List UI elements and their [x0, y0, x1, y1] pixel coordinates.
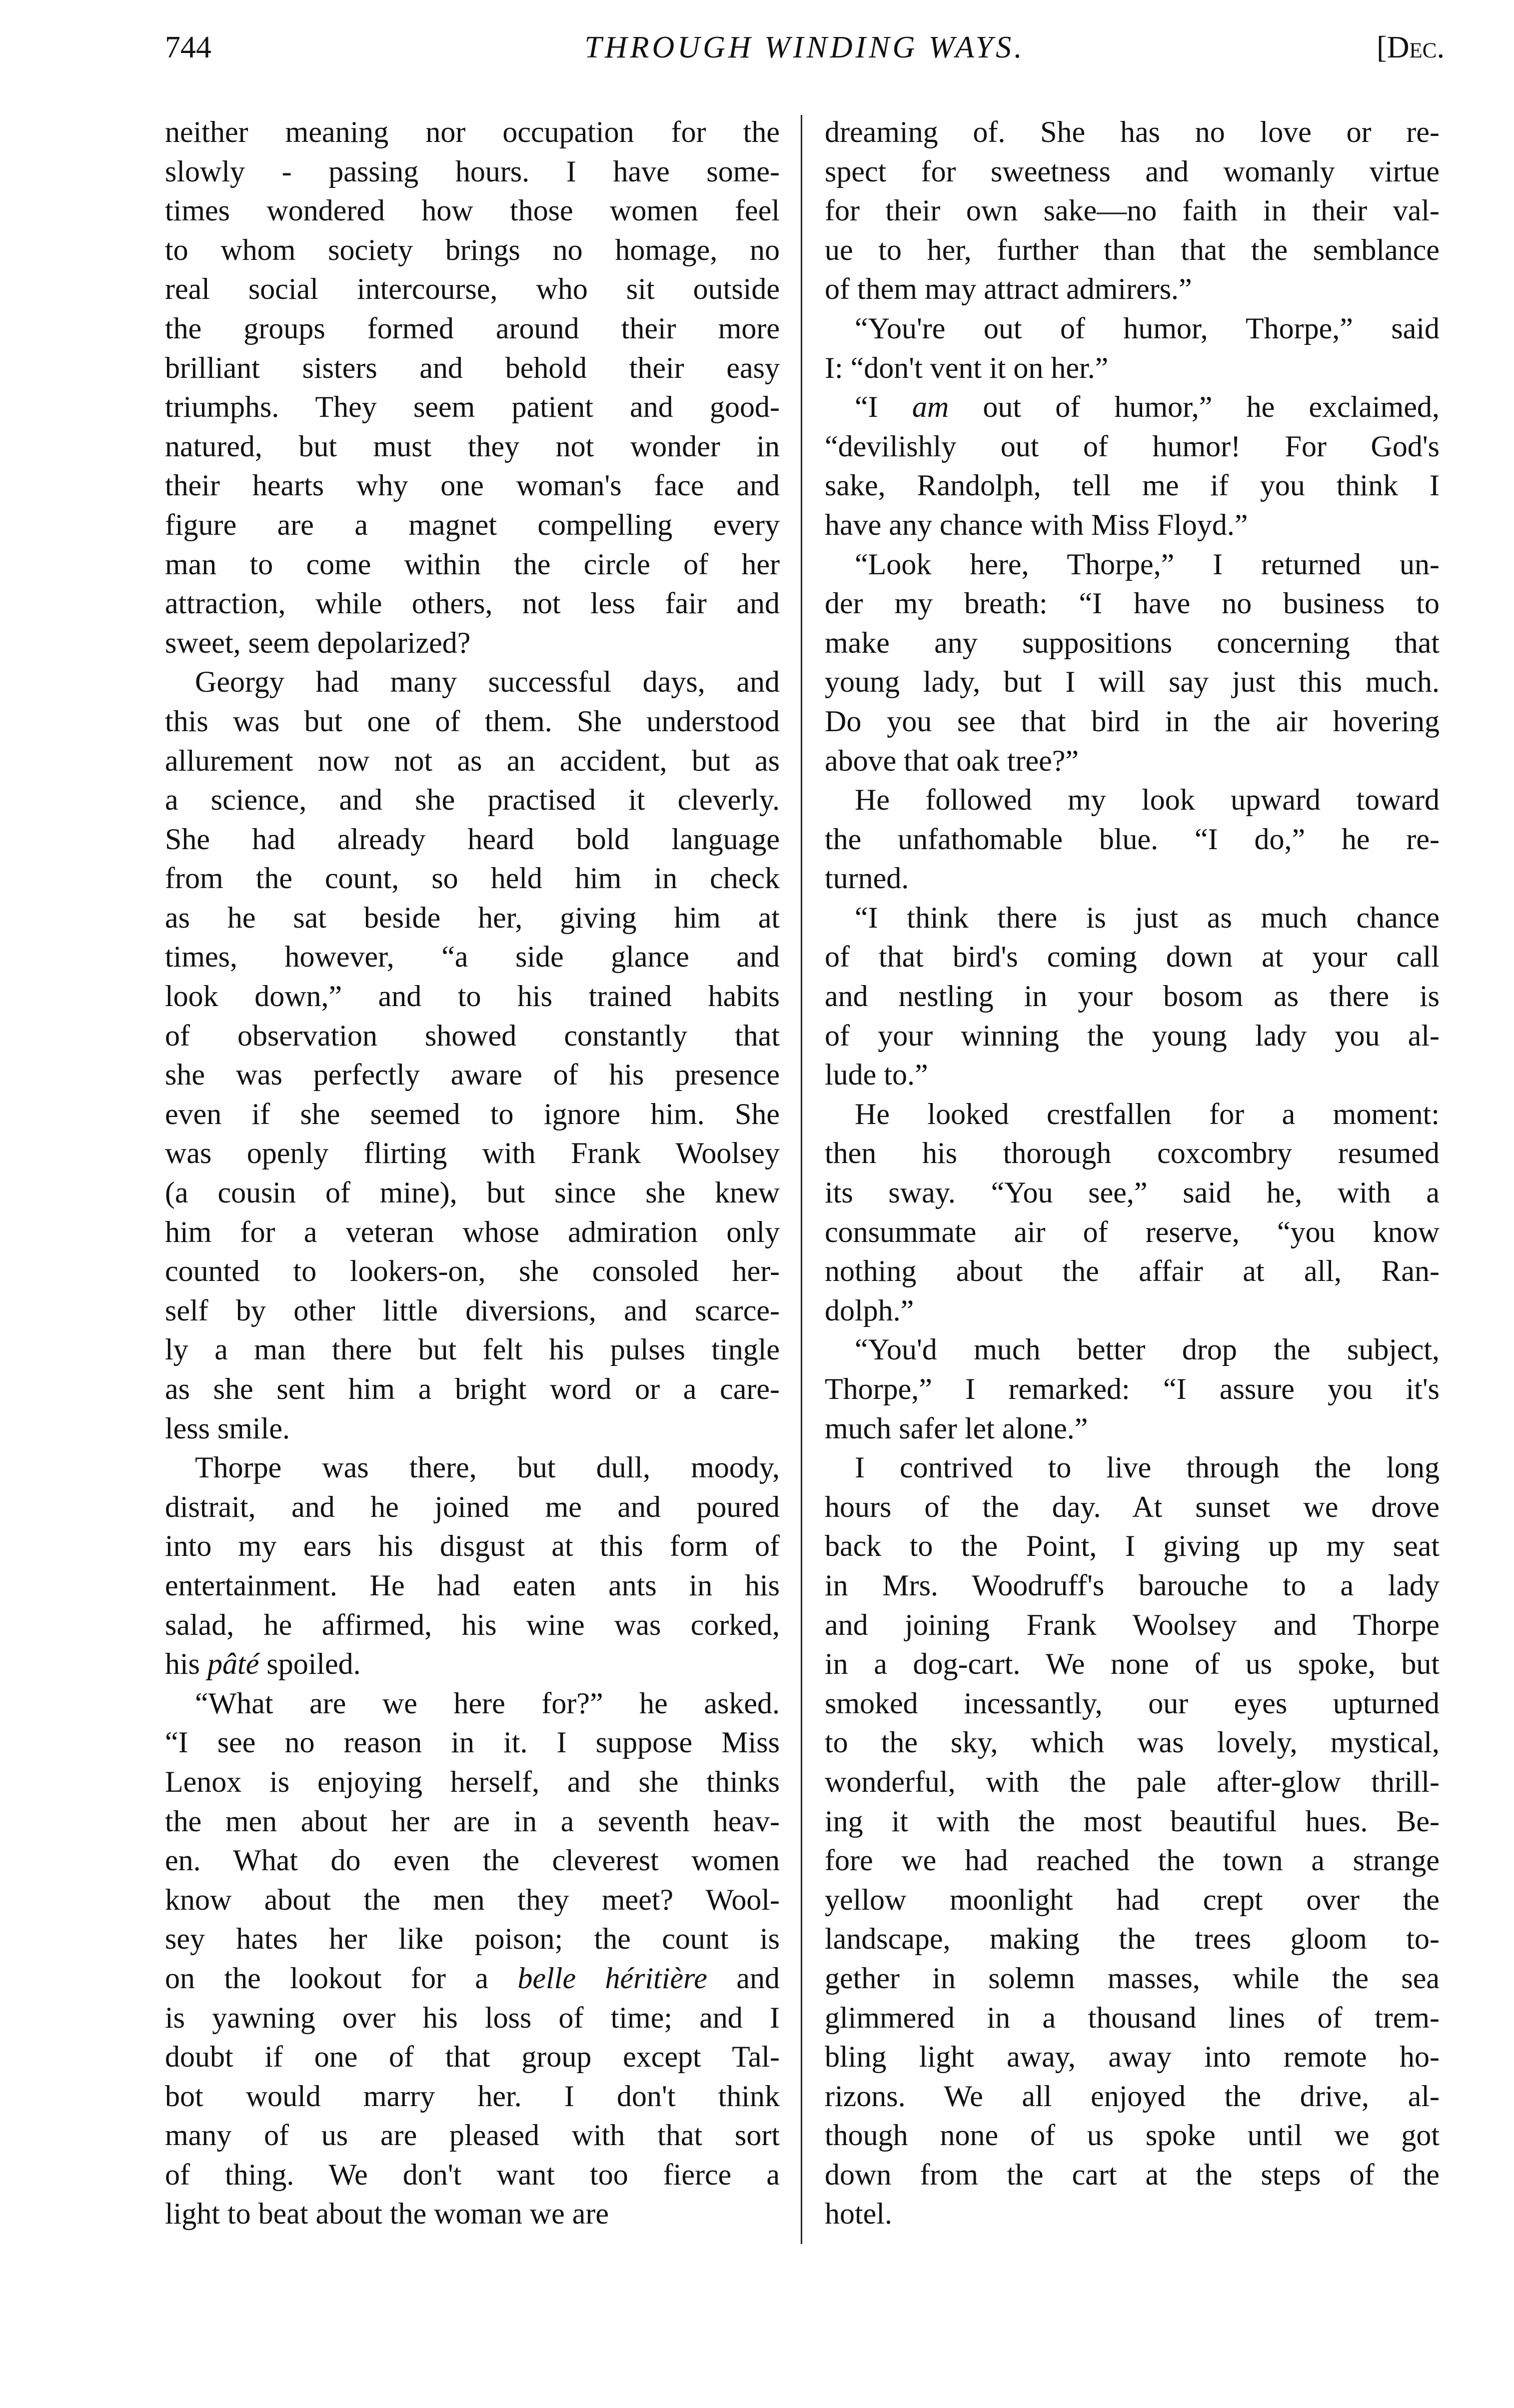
text-line: figure are a magnet compelling every: [165, 508, 780, 541]
text-line: “You're out of humor, Thorpe,” said: [855, 311, 1440, 345]
text-line: der my breath: “I have no business to: [825, 587, 1440, 620]
text-line: lude to.”: [825, 1058, 928, 1092]
text-line: neither meaning nor occupation for the: [165, 115, 780, 148]
text-line: much safer let alone.”: [825, 1411, 1088, 1445]
text-run: spoiled.: [259, 1647, 361, 1681]
text-line: wonderful, with the pale after-glow thrill-: [825, 1765, 1440, 1798]
text-line: “I see no reason in it. I suppose Miss: [165, 1726, 780, 1759]
text-line: en. What do even the cleverest women: [165, 1844, 780, 1877]
text-line: ue to her, further than that the semblance: [825, 233, 1440, 266]
text-line: sey hates her like poison; the count is: [165, 1922, 780, 1956]
text-line: She had already heard bold language: [165, 822, 780, 856]
text-line: make any suppositions concerning that: [825, 626, 1440, 659]
text-line: in Mrs. Woodruff's barouche to a lady: [825, 1568, 1440, 1602]
running-title: THROUGH WINDING WAYS.: [584, 30, 1025, 64]
text-line: turned.: [825, 862, 909, 895]
text-line: “You'd much better drop the subject,: [855, 1333, 1440, 1366]
text-line: light to beat about the woman we are: [165, 2197, 609, 2231]
text-line: of them may attract admirers.”: [825, 272, 1192, 306]
text-line: landscape, making the trees gloom to-: [825, 1922, 1440, 1956]
text-line: dreaming of. She has no love or re-: [825, 115, 1440, 148]
text-run: his: [165, 1647, 208, 1681]
text-line: this was but one of them. She understood: [165, 704, 780, 738]
text-line: ly a man there but felt his pulses tingle: [165, 1333, 780, 1366]
text-line: hotel.: [825, 2197, 892, 2231]
text-line: Lenox is enjoying herself, and she thinks: [165, 1765, 780, 1798]
text-line: sake, Randolph, tell me if you think I: [825, 469, 1440, 502]
text-line: real social intercourse, who sit outside: [165, 272, 780, 306]
text-line: (a cousin of mine), but since she knew: [165, 1176, 780, 1209]
text-line: the groups formed around their more: [165, 311, 780, 345]
text-line: into my ears his disgust at this form of: [165, 1529, 780, 1563]
text-line: attraction, while others, not less fair and: [165, 587, 780, 620]
text-line: then his thorough coxcombry resumed: [825, 1137, 1440, 1170]
text-line: look down,” and to his trained habits: [165, 980, 780, 1013]
text-line: “devilishly out of humor! For God's: [825, 429, 1440, 463]
text-line: for their own sake—no faith in their val-: [825, 194, 1440, 227]
text-line: glimmered in a thousand lines of trem-: [825, 2001, 1440, 2034]
text-line: was openly flirting with Frank Woolsey: [165, 1137, 780, 1170]
text-line: “Look here, Thorpe,” I returned un-: [855, 547, 1440, 581]
text-line: rizons. We all enjoyed the drive, al-: [825, 2079, 1440, 2113]
text-line: fore we had reached the town a strange: [825, 1844, 1440, 1877]
text-line: of that bird's coming down at your call: [825, 940, 1440, 974]
text-line: He followed my look upward toward: [855, 783, 1440, 817]
text-line: yellow moonlight had crept over the: [825, 1883, 1440, 1916]
text-line: their hearts why one woman's face and: [165, 469, 780, 502]
text-line: allurement now not as an accident, but as: [165, 744, 780, 777]
running-date: [Dec.: [1377, 30, 1445, 64]
text-line: as she sent him a bright word or a care-: [165, 1372, 780, 1405]
text-line: salad, he affirmed, his wine was corked,: [165, 1608, 780, 1641]
text-line: and nestling in your bosom as there is: [825, 980, 1440, 1013]
page-number: 744: [165, 30, 211, 64]
text-line: spect for sweetness and womanly virtue: [825, 154, 1440, 188]
text-line: of observation showed constantly that: [165, 1019, 780, 1052]
text-line: gether in solemn masses, while the sea: [825, 1961, 1440, 1995]
text-line: He looked crestfallen for a moment:: [855, 1097, 1440, 1131]
text-line: a science, and she practised it cleverly.: [165, 783, 780, 817]
text-line: [165, 1959, 780, 1998]
text-line: counted to lookers-on, she consoled her-: [165, 1254, 780, 1288]
text-line: even if she seemed to ignore him. She: [165, 1097, 780, 1131]
text-line: doubt if one of that group except Tal-: [165, 2040, 780, 2074]
text-line: distrait, and he joined me and poured: [165, 1490, 780, 1523]
text-line: its sway. “You see,” said he, with a: [825, 1176, 1440, 1209]
text-line: consummate air of reserve, “you know: [825, 1215, 1440, 1248]
text-line: young lady, but I will say just this much.: [825, 665, 1440, 699]
text-columns: [165, 112, 1445, 2312]
text-line: to the sky, which was lovely, mystical,: [825, 1726, 1440, 1759]
page-header: [165, 30, 1445, 75]
text-line: [825, 387, 1440, 427]
text-line: [165, 1644, 780, 1684]
text-line: triumphs. They seem patient and good-: [165, 390, 780, 424]
text-line: Georgy had many successful days, and: [195, 665, 780, 699]
text-line: ing it with the most beautiful hues. Be-: [825, 1804, 1440, 1838]
text-line: and joining Frank Woolsey and Thorpe: [825, 1608, 1440, 1641]
text-line: know about the men they meet? Wool-: [165, 1883, 780, 1916]
text-line: Do you see that bird in the air hovering: [825, 704, 1440, 738]
text-line: “I think there is just as much chance: [855, 901, 1440, 934]
text-line: in a dog-cart. We none of us spoke, but: [825, 1647, 1440, 1681]
text-line: brilliant sisters and behold their easy: [165, 351, 780, 384]
text-line: him for a veteran whose admiration only: [165, 1215, 780, 1248]
italic-run: belle héritière: [517, 1961, 707, 1995]
text-line: times wondered how those women feel: [165, 194, 780, 227]
text-run: and: [707, 1961, 780, 1995]
text-line: Thorpe,” I remarked: “I assure you it's: [825, 1372, 1440, 1405]
text-line: times, however, “a side glance and: [165, 940, 780, 974]
text-line: I contrived to live through the long: [855, 1451, 1440, 1484]
text-line: to whom society brings no homage, no: [165, 233, 780, 266]
text-line: from the count, so held him in check: [165, 862, 780, 895]
text-line: natured, but must they not wonder in: [165, 429, 780, 463]
text-line: back to the Point, I giving up my seat: [825, 1529, 1440, 1563]
column-divider: [801, 115, 802, 2244]
text-line: less smile.: [165, 1411, 290, 1445]
text-line: bot would marry her. I don't think: [165, 2079, 780, 2113]
text-line: have any chance with Miss Floyd.”: [825, 508, 1248, 541]
text-line: nothing about the affair at all, Ran-: [825, 1254, 1440, 1288]
text-line: many of us are pleased with that sort: [165, 2119, 780, 2152]
text-line: slowly - passing hours. I have some-: [165, 154, 780, 188]
italic-run: pâté: [207, 1647, 259, 1681]
text-run: “I: [855, 390, 912, 424]
text-run: on the lookout for a: [165, 1961, 518, 1995]
text-line: man to come within the circle of her: [165, 547, 780, 581]
text-line: though none of us spoke until we got: [825, 2119, 1440, 2152]
italic-run: am: [912, 390, 949, 424]
left-column: [165, 112, 780, 2234]
text-line: smoked incessantly, our eyes upturned: [825, 1686, 1440, 1720]
text-line: I: “don't vent it on her.”: [825, 351, 1109, 384]
text-line: Thorpe was there, but dull, moody,: [195, 1451, 780, 1484]
text-line: above that oak tree?”: [825, 744, 1079, 777]
text-line: hours of the day. At sunset we drove: [825, 1490, 1440, 1523]
text-line: is yawning over his loss of time; and I: [165, 2001, 780, 2034]
text-line: the unfathomable blue. “I do,” he re-: [825, 822, 1440, 856]
text-line: self by other little diversions, and scarce-: [165, 1293, 780, 1327]
text-line: as he sat beside her, giving him at: [165, 901, 780, 934]
text-line: she was perfectly aware of his presence: [165, 1058, 780, 1092]
text-line: “What are we here for?” he asked.: [195, 1686, 780, 1720]
text-line: of thing. We don't want too fierce a: [165, 2158, 780, 2191]
text-line: sweet, seem depolarized?: [165, 626, 471, 659]
text-run: out of humor,” he exclaimed,: [949, 390, 1440, 424]
text-line: entertainment. He had eaten ants in his: [165, 1568, 780, 1602]
text-line: of your winning the young lady you al-: [825, 1019, 1440, 1052]
text-line: the men about her are in a seventh heav-: [165, 1804, 780, 1838]
text-line: dolph.”: [825, 1293, 914, 1327]
right-column: [825, 112, 1440, 2234]
text-line: down from the cart at the steps of the: [825, 2158, 1440, 2191]
text-line: bling light away, away into remote ho-: [825, 2040, 1440, 2074]
